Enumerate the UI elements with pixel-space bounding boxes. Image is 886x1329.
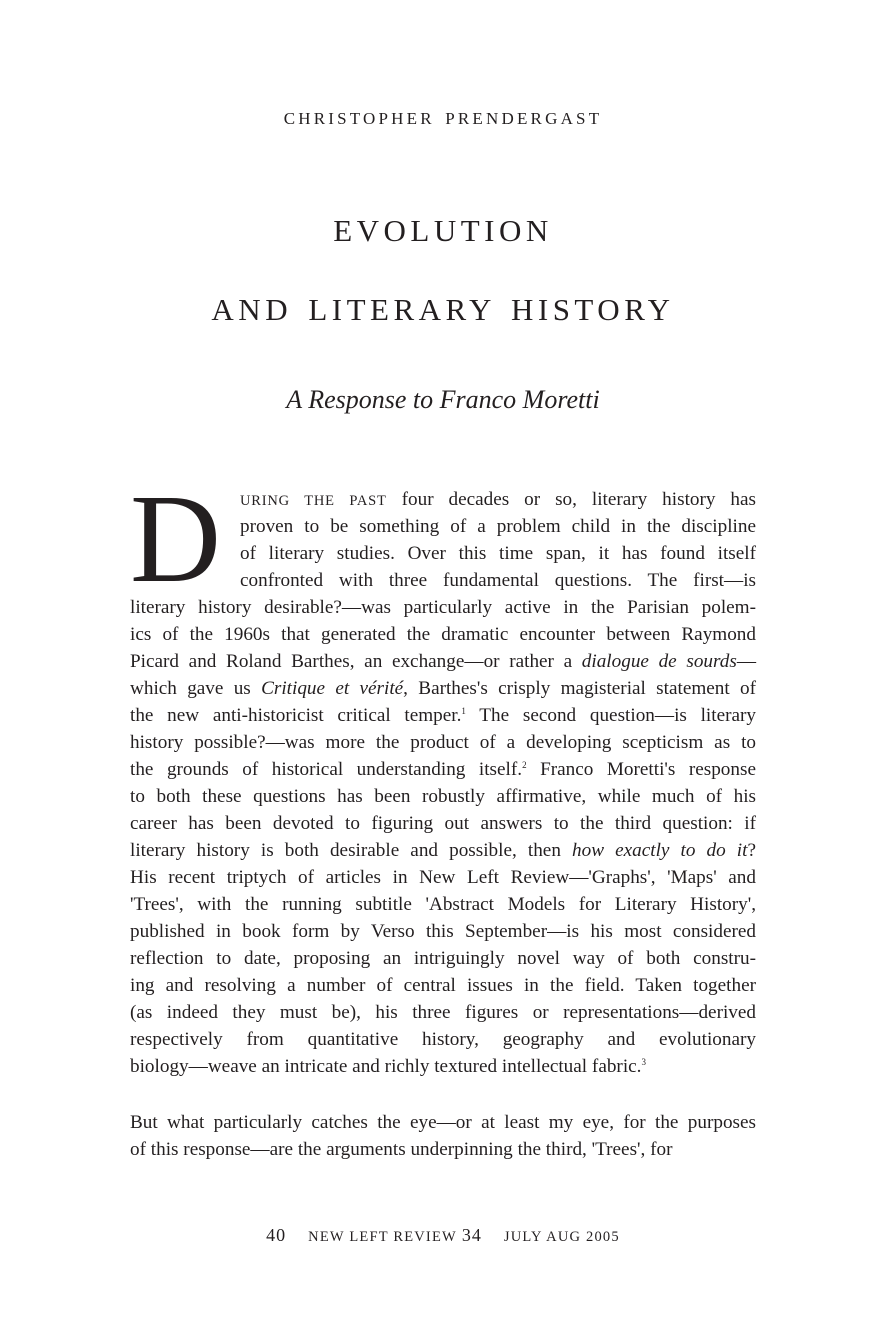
text-line	[130, 945, 756, 972]
footnote-marker: 1	[461, 706, 466, 716]
text-run: reflection to date, proposing an intriguingly novel way of both constru-	[130, 948, 756, 969]
text-line	[130, 891, 756, 918]
text-run: ing and resolving a number of central issues in the field. Taken together	[130, 975, 756, 996]
text-run: ?	[747, 840, 756, 861]
text-run: —	[736, 651, 757, 672]
article-title-line-2: AND LITERARY HISTORY	[211, 292, 675, 327]
text-line	[130, 1109, 756, 1136]
text-run: to both these questions has been robustly affirmative, while much of his	[130, 786, 756, 807]
text-run: published in book form by Verso this September—is his most considered	[130, 921, 756, 942]
text-run: how exactly to do it	[572, 840, 748, 861]
text-line	[130, 675, 756, 702]
text-run: the grounds of historical understanding itself.	[130, 759, 523, 780]
body-paragraph-2	[130, 1109, 756, 1163]
body-paragraph-1	[130, 470, 757, 1080]
page-number: 40	[266, 1225, 287, 1245]
text-run: literary history desirable?—was particularly active in the Parisian polem-	[130, 597, 756, 618]
page-footer	[0, 1225, 886, 1246]
text-run: literary history is both desirable and possible, then	[130, 840, 573, 861]
text-run: 'Trees', with the running subtitle 'Abstract Models for Literary History',	[130, 894, 756, 915]
text-line	[130, 1136, 756, 1163]
journal-name: NEW LEFT REVIEW	[308, 1229, 457, 1245]
text-run: Critique et vérité	[261, 678, 404, 699]
text-run: four decades or so, literary history has	[386, 489, 756, 510]
text-run: His recent triptych of articles in New Left Review—'Graphs', 'Maps' and	[130, 867, 756, 888]
text-run: URING THE PAST	[240, 493, 387, 509]
text-line	[130, 594, 756, 621]
text-line	[130, 810, 756, 837]
text-line	[130, 702, 756, 729]
text-line	[130, 999, 756, 1026]
text-line	[130, 648, 756, 675]
issue-date: JULY AUG 2005	[503, 1229, 620, 1245]
footnote-marker: 3	[641, 1057, 646, 1067]
text-run: of this response—are the arguments underpinning the third, 'Trees', for	[130, 1139, 673, 1160]
footnote-marker: 2	[522, 760, 527, 770]
text-line	[130, 729, 756, 756]
text-run: ics of the 1960s that generated the dramatic encounter between Raymond	[130, 624, 756, 645]
text-run: the new anti-historicist critical temper.	[130, 705, 462, 726]
text-line	[130, 1026, 756, 1053]
text-line	[130, 837, 756, 864]
text-run: which gave us	[130, 678, 262, 699]
text-line	[130, 864, 756, 891]
issue-number: 34	[461, 1225, 482, 1245]
article-title-line-1: EVOLUTION	[333, 213, 553, 248]
text-line	[130, 783, 756, 810]
text-run: proven to be something of a problem child in the discipline	[240, 516, 756, 537]
text-run: history possible?—was more the product of a developing scepticism as to	[130, 732, 756, 753]
drop-cap: D	[130, 470, 221, 609]
text-run: respectively from quantitative history, geography and evolutionary	[130, 1029, 756, 1050]
article-subtitle: A Response to Franco Moretti	[286, 385, 600, 414]
text-line	[130, 756, 756, 783]
author-name: CHRISTOPHER PRENDERGAST	[283, 109, 603, 128]
text-run: confronted with three fundamental questions. The first—is	[240, 570, 756, 591]
text-line	[130, 972, 756, 999]
text-run: career has been devoted to figuring out answers to the third question: if	[130, 813, 756, 834]
text-line	[130, 918, 756, 945]
text-run: (as indeed they must be), his three figures or representations—derived	[130, 1002, 756, 1023]
text-run: of literary studies. Over this time span, it has found itself	[240, 543, 756, 564]
text-run: dialogue de sourds	[581, 651, 737, 672]
text-run: The second question—is literary	[465, 705, 756, 726]
text-run: , Barthes's crisply magisterial statement of	[403, 678, 756, 699]
text-line	[130, 621, 756, 648]
text-line	[130, 1053, 756, 1080]
text-run: biology—weave an intricate and richly textured intellectual fabric.	[130, 1056, 642, 1077]
text-run: But what particularly catches the eye—or at least my eye, for the purposes	[130, 1112, 756, 1133]
text-run: Picard and Roland Barthes, an exchange—or rather a	[130, 651, 582, 672]
text-run: Franco Moretti's response	[526, 759, 756, 780]
